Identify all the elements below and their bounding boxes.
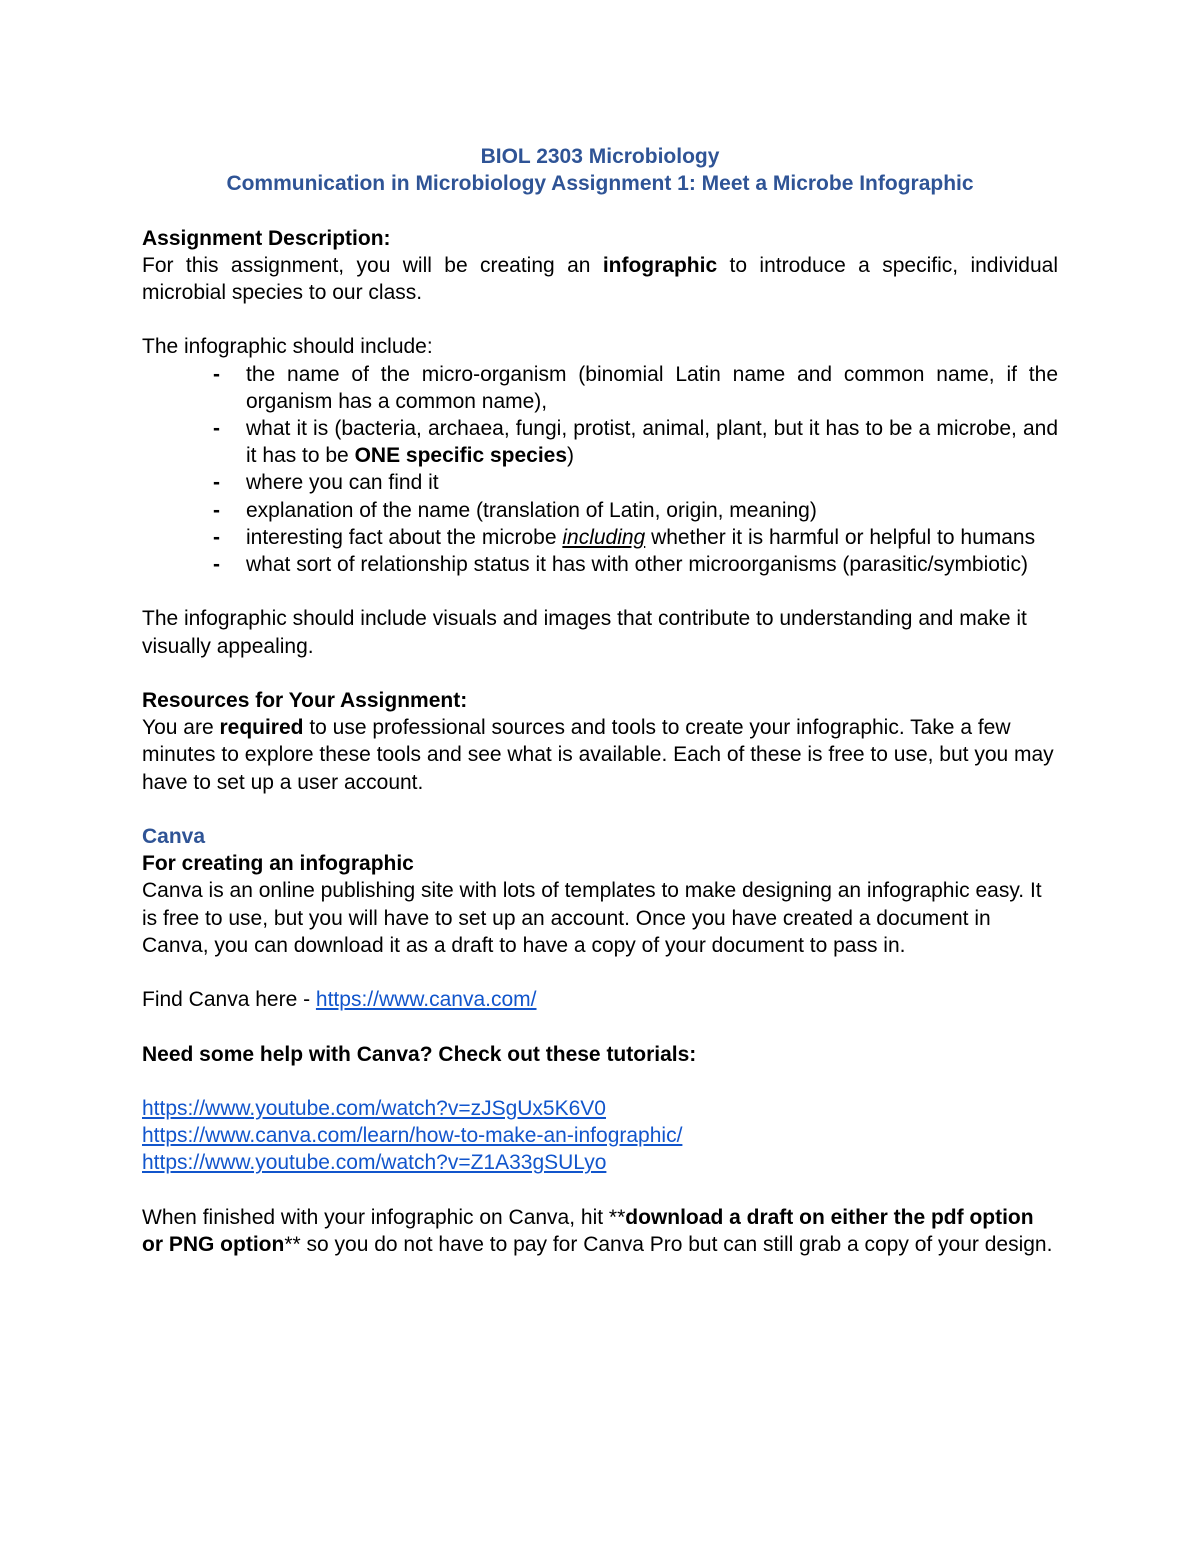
find-canva-line (142, 986, 1058, 1013)
resources-bold-word: required (219, 716, 304, 740)
list-item (213, 497, 1058, 524)
canva-subheading: For creating an infographic (142, 852, 414, 876)
description-text-after: to introduce a specific, individual microbial species to our class. (142, 253, 1059, 304)
description-bold-word: infographic (602, 253, 718, 277)
resources-text-after: to use professional sources and tools to create your infographic. Take a few minutes to explore these tools and see what is available. Each of these is free to use, but you may have to set up a user account. (142, 716, 1054, 794)
tutorial-link-line (142, 1095, 1058, 1122)
list-item-text: where you can find it (246, 471, 439, 495)
list-item-text: what it is (bacteria, archaea, fungi, protist, animal, plant, but it has to be a microbe, and it has to be (246, 417, 1058, 468)
list-item-text: explanation of the name (translation of Latin, origin, meaning) (246, 498, 817, 522)
list-item-text-after: whether it is harmful or helpful to humans (645, 525, 1036, 549)
help-heading: Need some help with Canva? Check out these tutorials: (142, 1042, 697, 1066)
list-item (213, 415, 1058, 469)
description-paragraph (142, 252, 1058, 306)
tutorial-link-line (142, 1149, 1058, 1176)
list-item (213, 551, 1058, 578)
bullet-dash: - (213, 553, 220, 577)
canva-title: Canva (142, 825, 206, 848)
find-canva-text: Find Canva here - (142, 988, 316, 1012)
resources-heading: Resources for Your Assignment: (142, 689, 468, 712)
finish-text-after: ** so you do not have to pay for Canva Pro but can still grab a copy of your design. (284, 1232, 1053, 1256)
list-item-bold: ONE specific species (354, 444, 568, 468)
bullet-dash: - (213, 498, 220, 522)
tutorial-link-1[interactable]: https://www.youtube.com/watch?v=zJSgUx5K6V0 (142, 1096, 606, 1120)
list-item-text: interesting fact about the microbe (246, 525, 563, 549)
list-item-emphasis: including (562, 525, 646, 549)
list-item-text: the name of the micro-organism (binomial Latin name and common name, if the organism has a common name), (246, 362, 1058, 413)
resources-paragraph (142, 714, 1058, 796)
list-item-text-after: ) (567, 444, 575, 468)
document-header (142, 143, 1058, 197)
finish-paragraph (142, 1204, 1058, 1258)
list-item (213, 469, 1058, 496)
list-item (213, 361, 1058, 415)
canva-link[interactable]: https://www.canva.com/ (315, 988, 537, 1012)
resources-text-before: You are (142, 716, 220, 740)
assignment-title: Communication in Microbiology Assignment 1: Meet a Microbe Infographic (226, 172, 974, 196)
tutorial-link-2[interactable]: https://www.canva.com/learn/how-to-make-an-infographic/ (142, 1124, 683, 1148)
course-title: BIOL 2303 Microbiology (480, 145, 720, 168)
canva-description: Canva is an online publishing site with lots of templates to make designing an infographic easy. It is free to use, but you will have to set up an account. Once you have created a document in Canva, you can download it as a draft to have a copy of your document to pass in. (142, 879, 1042, 957)
bullet-dash: - (213, 362, 220, 386)
visuals-note: The infographic should include visuals and images that contribute to understanding and make it visually appealing. (142, 607, 1027, 658)
bullet-dash: - (213, 417, 220, 440)
list-item-text: what sort of relationship status it has with other microorganisms (parasitic/symbiotic) (246, 553, 1028, 577)
tutorial-link-line (142, 1122, 1058, 1149)
document-page (142, 143, 1058, 1258)
finish-text-before: When finished with your infographic on Canva, hit ** (142, 1205, 626, 1229)
include-intro: The infographic should include: (142, 335, 433, 359)
finish-bold: download a draft on either the pdf option or PNG option (142, 1205, 1034, 1256)
include-list (142, 361, 1058, 579)
bullet-dash: - (213, 525, 220, 549)
description-heading: Assignment Description: (142, 226, 391, 250)
list-item (213, 524, 1058, 551)
description-text-before: For this assignment, you will be creating an (142, 253, 603, 277)
bullet-dash: - (213, 471, 220, 495)
tutorial-link-3[interactable]: https://www.youtube.com/watch?v=Z1A33gSULyo (142, 1151, 607, 1175)
